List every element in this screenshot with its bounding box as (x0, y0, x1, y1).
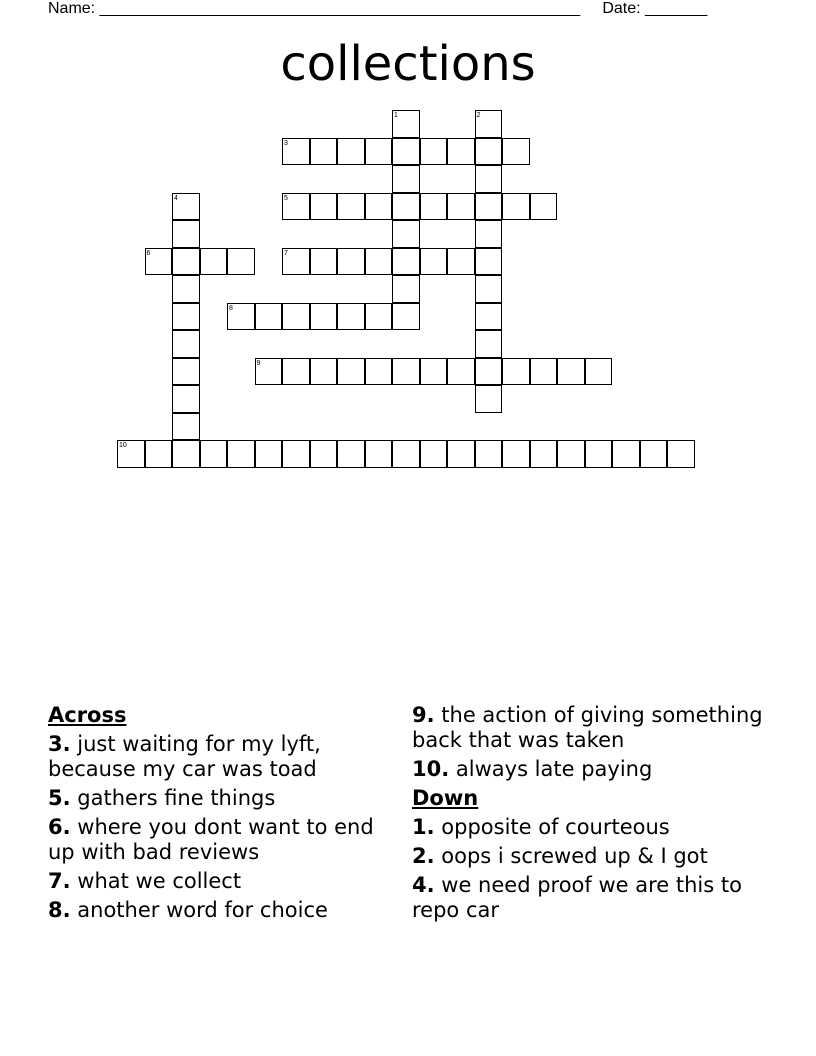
clue-down-1: 1. opposite of courteous (412, 815, 670, 839)
grid-cell[interactable] (475, 358, 503, 386)
grid-cell[interactable] (557, 440, 585, 468)
grid-cell[interactable] (365, 358, 393, 386)
grid-cell[interactable] (392, 358, 420, 386)
grid-cell[interactable] (337, 138, 365, 166)
grid-cell[interactable] (447, 193, 475, 221)
clue-number-label: 6 (146, 249, 151, 257)
clue-across-9: 9. the action of giving something back that was taken (412, 703, 763, 752)
grid-cell[interactable] (530, 193, 558, 221)
grid-cell[interactable] (447, 358, 475, 386)
grid-cell[interactable] (310, 440, 338, 468)
grid-cell[interactable] (475, 440, 503, 468)
grid-cell[interactable] (392, 275, 420, 303)
grid-cell[interactable] (282, 358, 310, 386)
grid-cell[interactable] (392, 138, 420, 166)
grid-cell[interactable] (530, 440, 558, 468)
grid-cell[interactable] (282, 440, 310, 468)
grid-cell[interactable] (475, 275, 503, 303)
grid-cell[interactable] (420, 440, 448, 468)
grid-cell[interactable] (667, 440, 695, 468)
grid-cell[interactable] (475, 138, 503, 166)
grid-cell[interactable] (310, 303, 338, 331)
clues-column-left (48, 703, 388, 927)
grid-cell[interactable] (447, 248, 475, 276)
grid-cell[interactable] (310, 248, 338, 276)
clue-number-label: 7 (284, 249, 288, 257)
grid-cell[interactable] (475, 193, 503, 221)
clue-number-label: 9 (256, 359, 261, 367)
grid-cell[interactable] (392, 193, 420, 221)
grid-cell[interactable] (392, 248, 420, 276)
grid-cell[interactable] (227, 248, 255, 276)
grid-cell[interactable] (475, 303, 503, 331)
clue-number-label: 2 (476, 112, 481, 119)
grid-cell[interactable] (475, 385, 503, 413)
grid-cell[interactable] (392, 303, 420, 331)
grid-cell[interactable] (365, 440, 393, 468)
grid-cell[interactable] (145, 440, 173, 468)
grid-cell[interactable] (475, 220, 503, 248)
grid-cell[interactable] (310, 193, 338, 221)
grid-cell[interactable] (392, 440, 420, 468)
grid-cell[interactable] (337, 358, 365, 386)
grid-cell[interactable] (172, 220, 200, 248)
grid-cell[interactable] (530, 358, 558, 386)
grid-cell[interactable] (447, 440, 475, 468)
grid-cell[interactable] (172, 413, 200, 441)
grid-cell[interactable] (420, 193, 448, 221)
grid-cell[interactable] (337, 193, 365, 221)
grid-cell[interactable] (475, 330, 503, 358)
grid-cell[interactable] (337, 248, 365, 276)
grid-cell[interactable] (475, 248, 503, 276)
clue-down-2: 2. oops i screwed up & I got (412, 844, 708, 868)
grid-cell[interactable] (502, 138, 530, 166)
down-heading: Down (412, 786, 479, 810)
grid-cell[interactable] (172, 385, 200, 413)
grid-cell[interactable] (337, 440, 365, 468)
clue-across-6: 6. where you dont want to end up with bad reviews (48, 815, 374, 864)
grid-cell[interactable] (172, 358, 200, 386)
grid-cell[interactable] (337, 303, 365, 331)
across-heading: Across (48, 703, 127, 727)
grid-cell[interactable] (227, 440, 255, 468)
puzzle-title: collections (280, 36, 536, 92)
grid-cell[interactable] (172, 330, 200, 358)
grid-cell[interactable] (557, 358, 585, 386)
clue-number-label: 4 (174, 194, 178, 202)
name-date-line: Name: ______________________________________________________ Date: _______ (48, 0, 708, 17)
clue-across-7: 7. what we collect (48, 869, 242, 893)
grid-cell[interactable] (585, 440, 613, 468)
clue-number-label: 5 (284, 194, 288, 202)
grid-cell[interactable] (612, 440, 640, 468)
clue-number-label: 1 (394, 112, 398, 119)
grid-cell[interactable] (585, 358, 613, 386)
grid-cell[interactable] (502, 193, 530, 221)
grid-cell[interactable] (420, 138, 448, 166)
grid-cell[interactable] (420, 358, 448, 386)
grid-cell[interactable] (392, 165, 420, 193)
grid-cell[interactable] (392, 220, 420, 248)
grid-cell[interactable] (640, 440, 668, 468)
clue-across-5: 5. gathers fine things (48, 786, 276, 810)
grid-cell[interactable] (200, 440, 228, 468)
clue-across-3: 3. just waiting for my lyft, because my car was toad (48, 732, 321, 781)
clues-column-right (412, 703, 792, 927)
grid-cell[interactable] (475, 165, 503, 193)
clue-number-label: 3 (284, 139, 288, 147)
grid-cell[interactable] (255, 303, 283, 331)
grid-cell[interactable] (502, 358, 530, 386)
crossword-grid (0, 0, 816, 500)
grid-cell[interactable] (310, 358, 338, 386)
grid-cell[interactable] (447, 138, 475, 166)
grid-cell[interactable] (365, 248, 393, 276)
clue-number-label: 10 (119, 442, 127, 449)
clue-number-label: 8 (229, 304, 233, 312)
grid-cell[interactable] (502, 440, 530, 468)
grid-cell[interactable] (172, 303, 200, 331)
grid-cell[interactable] (200, 248, 228, 276)
grid-cell[interactable] (365, 138, 393, 166)
clue-across-8: 8. another word for choice (48, 898, 328, 922)
clue-down-4: 4. we need proof we are this to repo car (412, 873, 742, 922)
grid-cell[interactable] (172, 275, 200, 303)
grid-cell[interactable] (365, 193, 393, 221)
grid-cell[interactable] (310, 138, 338, 166)
grid-cell[interactable] (282, 303, 310, 331)
grid-cell[interactable] (365, 303, 393, 331)
grid-cell[interactable] (172, 440, 200, 468)
clue-across-10: 10. always late paying (412, 757, 653, 781)
grid-cell[interactable] (420, 248, 448, 276)
grid-cell[interactable] (172, 248, 200, 276)
grid-cell[interactable] (255, 440, 283, 468)
